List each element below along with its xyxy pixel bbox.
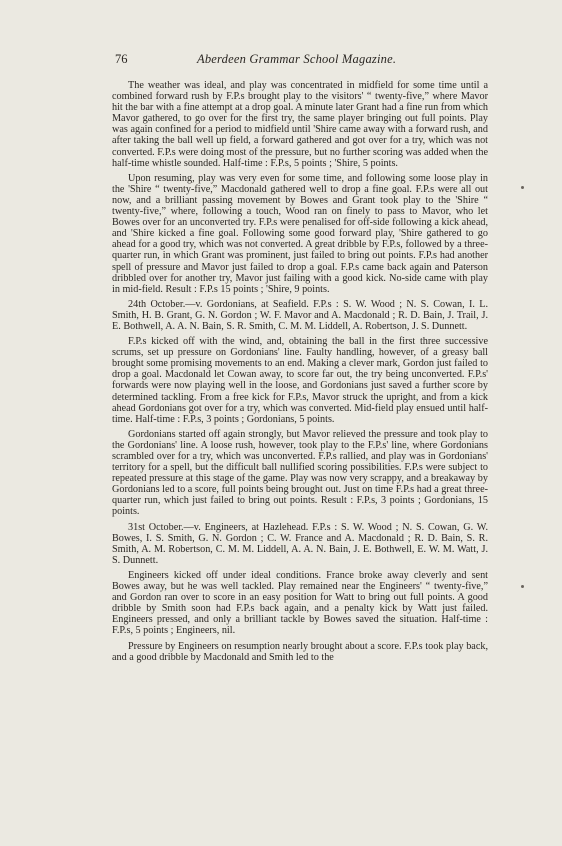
paragraph: 31st October.—v. Engineers, at Hazlehead. F.P.s : S. W. Wood ; N. S. Cowan, G. W. Bowes, I. S. Smith, G. N. Gordon ; C. W. France and A. Macdonald ; R. D. Bain, S. R. Smith, A. M. Robertson, C. M. M. Liddell, A. A. N. Bain, J. E. Bothwell, E. W. M. Watt, J. S. Dunnett. [112, 521, 488, 566]
paragraph: F.P.s kicked off with the wind, and, obtaining the ball in the first three successive scrums, set up pressure on Gordonians' line. Faulty handling, however, of a greasy ball brought some promising movements to an end. Making a clever mark, Gordon just failed to drop a goal. Macdonald let Cowan away, to score far out, the try being unconverted. F.P.s' forwards were now playing well in the loose, and Gordonians just saved a further score by determined tackling. From a free kick for F.P.s, Mavor struck the upright, and from a kick ahead Gordonians got over for a try, which was converted. Mid-field play ensued until half-time. Half-time : F.P.s, 3 points ; Gordonians, 5 points. [112, 336, 488, 425]
paragraph: Engineers kicked off under ideal conditions. France broke away cleverly and sent Bowes away, but he was well tackled. Play remained near the Engineers' “ twenty-five,” and Gordon ran over to score in an easy position for Watt to bring out full points. A good dribble by Smith soon had F.P.s back again, and a penalty kick by Watt just failed. Engineers pressed, and only a brilliant tackle by Bowes saved the situation. Half-time : F.P.s, 5 points ; Engineers, nil. [112, 569, 488, 637]
binding-dot [521, 186, 524, 189]
page-number: 76 [115, 52, 128, 66]
paragraph: Upon resuming, play was very even for some time, and following some loose play in the 'Shire “ twenty-five,” Macdonald gathered well to drop a fine goal. F.P.s were all out now, and a brilliant passing movement by Bowes and Grant took play to the 'Shire “ twenty-five,” where, following a touch, Wood ran on finely to pass to Mavor, who let Bowes over for an unconverted try. F.P.s were penalised for off-side following a kick ahead, and 'Shire kicked a fine goal. Following some good forward play, 'Shire gathered to go ahead for a good try, which was not converted. A great dribble by F.P.s, followed by a three-quarter run, in which Grant was prominent, just failed to bring out points. F.P.s had another spell of pressure and Mavor just failed to drop a goal. F.P.s came back again and Paterson dribbled over for another try, Mavor just failing with a good kick. No-side came with play in mid-field. Result : F.P.s 15 points ; 'Shire, 9 points. [112, 172, 488, 295]
paragraph: The weather was ideal, and play was concentrated in midfield for some time until a combined forward rush by F.P.s brought play to the visitors' “ twenty-five,” where Mavor hit the bar with a fine attempt at a drop goal. A minute later Grant had a fine run from which Mavor gathered, to go over for the first try, the same player bringing out full points. Play was again confined for a period to midfield until 'Shire came away with a forward rush, and after taking the ball well up field, a forward gathered and got over for a try, which was not converted. F.P.s were doing most of the pressure, but no further scoring was added when the half-time whistle sounded. Half-time : F.P.s, 5 points ; 'Shire, 5 points. [112, 80, 488, 169]
paragraph: Pressure by Engineers on resumption nearly brought about a score. F.P.s took play back, and a good dribble by Macdonald and Smith led to the [112, 640, 488, 663]
article-body [112, 80, 488, 667]
page-header [115, 52, 495, 68]
running-title: Aberdeen Grammar School Magazine. [197, 52, 397, 66]
paragraph: 24th October.—v. Gordonians, at Seafield. F.P.s : S. W. Wood ; N. S. Cowan, I. L. Smith, H. B. Grant, G. N. Gordon ; W. F. Mavor and A. Macdonald ; R. D. Bain, J. Trail, J. E. Bothwell, A. A. N. Bain, S. R. Smith, C. M. M. Liddell, A. Robertson, J. S. Dunnett. [112, 298, 488, 332]
paragraph: Gordonians started off again strongly, but Mavor relieved the pressure and took play to the Gordonians' line. A loose rush, however, took play to the F.P.s' line, where Gordonians scrambled over for a try, which was unconverted. F.P.s rallied, and play was in Gordonians' territory for a spell, but the difficult ball nullified scoring possibilities. F.P.s were subject to repeated pressure at this stage of the game. Play was now very scrappy, and a breakaway by Gordonians led to a score, full points being brought out. Just on time F.P.s had a great three-quarter run, which just failed to bring out points. Result : F.P.s, 3 points ; Gordonians, 15 points. [112, 428, 488, 518]
binding-dot [521, 585, 524, 588]
